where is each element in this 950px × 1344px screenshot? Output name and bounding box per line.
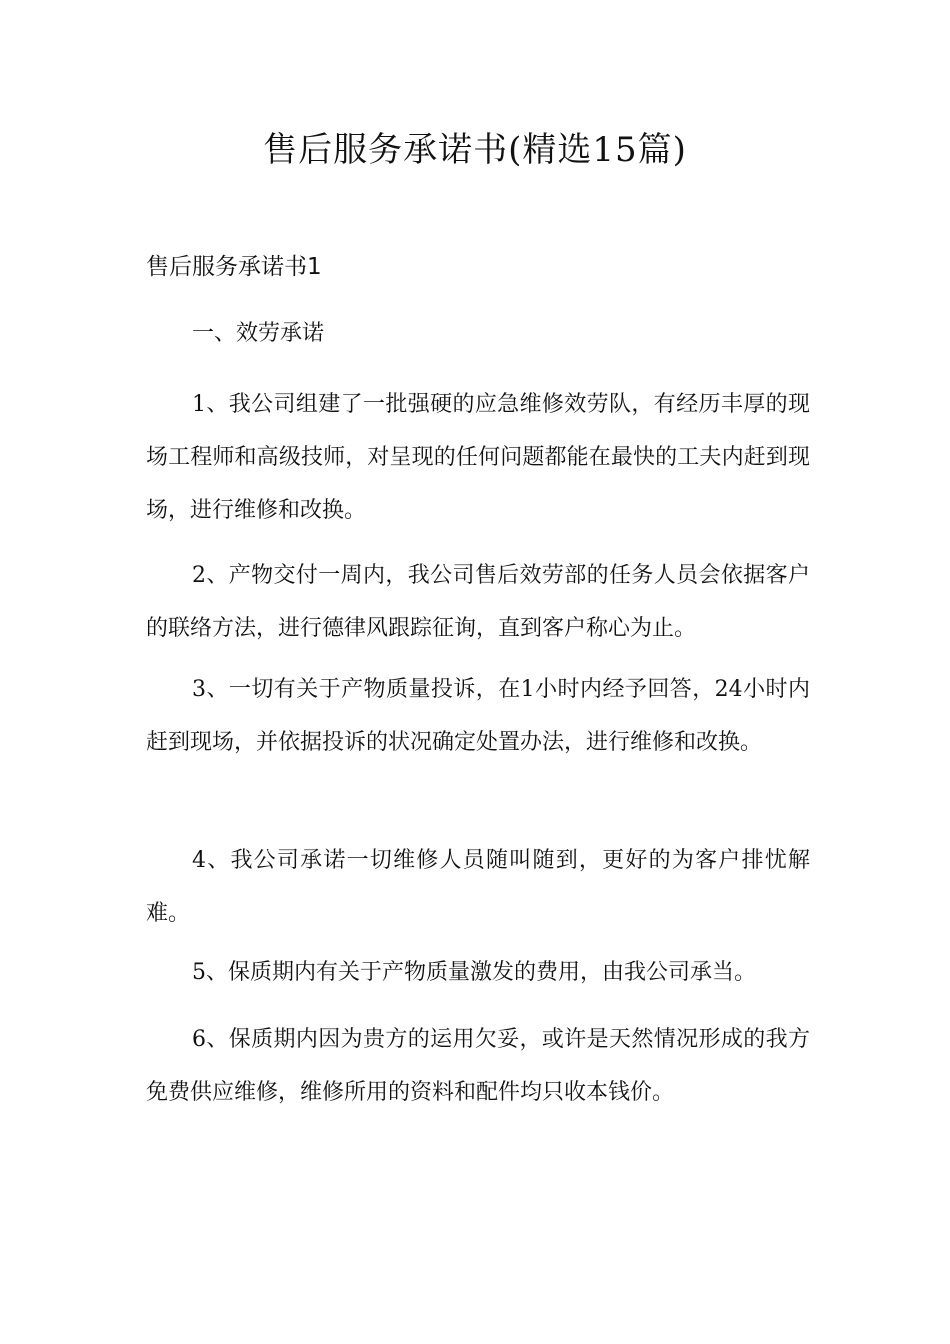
section-heading: 售后服务承诺书1: [146, 254, 322, 280]
paragraph-5: 5、保质期内有关于产物质量激发的费用，由我公司承当。: [192, 960, 756, 985]
subheading: 一、效劳承诺: [192, 321, 325, 346]
document-title: 售后服务承诺书(精选15篇): [263, 130, 687, 170]
paragraph-4: 4、我公司承诺一切维修人员随叫随到，更好的为客户排忧解难。: [146, 848, 810, 926]
paragraph-1: 1、我公司组建了一批强硬的应急维修效劳队，有经历丰厚的现场工程师和高级技师，对呈现的任何问题都能在最快的工夫内赶到现场，进行维修和改换。: [146, 392, 810, 523]
paragraph-6: 6、保质期内因为贵方的运用欠妥，或许是天然情况形成的我方免费供应维修，维修所用的资料和配件均只收本钱价。: [146, 1027, 810, 1105]
paragraph-2: 2、产物交付一周内，我公司售后效劳部的任务人员会依据客户的联络方法，进行德律风跟踪征询，直到客户称心为止。: [146, 563, 810, 641]
paragraph-3: 3、一切有关于产物质量投诉，在1小时内经予回答，24小时内赶到现场，并依据投诉的状况确定处置办法，进行维修和改换。: [146, 677, 810, 755]
